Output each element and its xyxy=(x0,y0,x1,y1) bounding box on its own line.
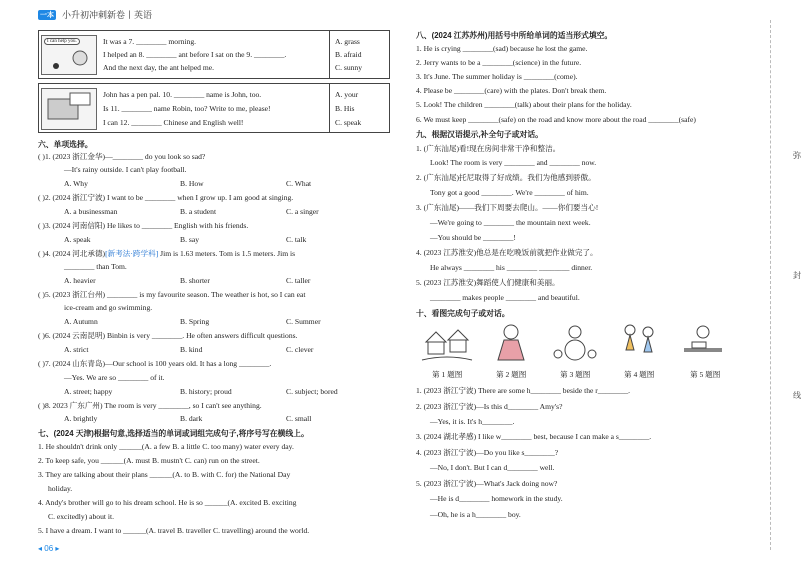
seal-char-1: 弥 xyxy=(793,151,801,160)
mail-picture xyxy=(41,88,97,130)
section-8-title: 八、(2024 江苏苏州)用括号中所给单词的适当形式填空。 xyxy=(416,31,613,40)
s8-item-1: 1. He is crying ________(sad) because he lost the game. xyxy=(416,44,588,53)
section-6-title: 六、单项选择。 xyxy=(38,140,93,149)
s9-q5-answer: ________ makes people ________ and beautiful. xyxy=(430,293,580,302)
header-title: 小升初冲刺新卷丨英语 xyxy=(62,10,153,20)
section-9-title: 九、根据汉语提示,补全句子或对话。 xyxy=(416,130,543,139)
s9-q3: 3. (广东汕尾)——我们下周要去爬山。——你们要当心! xyxy=(416,203,599,212)
s6-q7: ( )7. (2024 山东青岛)—Our school is 100 years old. It has a long ________. xyxy=(38,359,272,368)
box2-option-c: C. speak xyxy=(335,118,362,127)
s6-q5-cont: ice-cream and go swimming. xyxy=(64,303,153,312)
pic-caption-4: 第 4 题图 xyxy=(624,370,655,379)
s6-q8: ( )8. 2023 广东广州) The room is very ________, so I can't see anything. xyxy=(38,401,262,410)
box2-option-a: A. your xyxy=(335,90,359,99)
s6-q6-opt-a: A. strict xyxy=(64,345,89,354)
girl-dress-picture xyxy=(484,320,538,366)
picture-row xyxy=(420,320,730,366)
ant-picture xyxy=(41,35,97,75)
s8-item-4: 4. Please be ________(care) with the plates. Don't break them. xyxy=(416,86,607,95)
s6-q4-text: Jim is 1.63 meters. Tom is 1.5 meters. Jim is xyxy=(158,249,296,258)
section-7-title: 七、(2024 天津)根据句意,选择适当的单词或词组完成句子,将序号写在横线上。 xyxy=(38,429,309,438)
passage-box-2 xyxy=(38,83,390,133)
s7-q3-cont: holiday. xyxy=(48,484,73,493)
box1-option-b: B. afraid xyxy=(335,50,362,59)
s6-q1: ( )1. (2023 浙江金华)—________ do you look so sad? xyxy=(38,152,206,161)
box2-line-1: John has a pen pal. 10. ________ name is John, too. xyxy=(103,90,262,99)
s6-q5: ( )5. (2023 浙江台州) ________ is my favourite season. The weather is hot, so I can eat xyxy=(38,290,306,299)
s7-q2: 2. To keep safe, you ______(A. must B. mustn't C. can) run on the street. xyxy=(38,456,260,465)
dancing-picture xyxy=(612,320,666,366)
box1-line-2: I helped an 8. ________ ant before I sat on the 9. ________. xyxy=(103,50,287,59)
box2-line-2: Is 11. ________ name Robin, too? Write to me, please! xyxy=(103,104,271,113)
s6-q3: ( )3. (2024 河南信阳) He likes to ________ English with his friends. xyxy=(38,221,249,230)
snowman-picture xyxy=(548,320,602,366)
s6-q7-reply: —Yes. We are so ________ of it. xyxy=(64,373,165,382)
new-method-tag: [新考法·跨学科] xyxy=(105,249,159,258)
seal-char-3: 线 xyxy=(793,391,801,400)
s6-q2-opt-c: C. a singer xyxy=(286,207,319,216)
box1-line-3: And the next day, the ant helped me. xyxy=(103,63,215,72)
s6-q4-opt-b: B. shorter xyxy=(180,276,210,285)
s7-q5: 5. I have a dream. I want to ______(A. travel B. traveller C. travelling) around the world. xyxy=(38,526,310,535)
s6-q2: ( )2. (2024 浙江宁波) I want to be ________ when I grow up. I am good at singing. xyxy=(38,193,294,202)
s9-q3-answer-2: —You should be ________! xyxy=(430,233,516,242)
s10-q4-reply: —No, I don't. But I can d________ well. xyxy=(430,463,555,472)
pic-caption-1: 第 1 题图 xyxy=(432,370,463,379)
box1-line-1: It was a 7. ________ morning. xyxy=(103,37,197,46)
page-header xyxy=(38,8,152,21)
s6-q7-opt-b: B. history; proud xyxy=(180,387,232,396)
s6-q1-opt-c: C. What xyxy=(286,179,312,188)
s9-q1-answer: Look! The room is very ________ and ________ now. xyxy=(430,158,597,167)
s9-q5: 5. (2023 江苏淮安)舞蹈使人们健康和美丽。 xyxy=(416,278,560,287)
section-10-title: 十、看图完成句子或对话。 xyxy=(416,309,510,318)
s6-q5-opt-c: C. Summer xyxy=(286,317,321,326)
s6-q5-opt-b: B. Spring xyxy=(180,317,210,326)
s7-q3: 3. They are talking about their plans ______(A. to B. with C. for) the National Day xyxy=(38,470,291,479)
pic-caption-2: 第 2 题图 xyxy=(496,370,527,379)
box2-line-3: I can 12. ________ Chinese and English well! xyxy=(103,118,244,127)
s6-q7-opt-c: C. subject; bored xyxy=(286,387,338,396)
s7-q4-cont: C. excitedly) about it. xyxy=(48,512,115,521)
seal-char-2: 封 xyxy=(793,271,801,280)
s6-q4-opt-a: A. heavier xyxy=(64,276,96,285)
s6-q3-opt-b: B. say xyxy=(180,235,199,244)
s8-item-5: 5. Look! The children ________(talk) about their plans for the holiday. xyxy=(416,100,632,109)
prev-page-icon[interactable]: ◂ xyxy=(38,544,43,553)
s6-q3-opt-c: C. talk xyxy=(286,235,307,244)
s9-q2: 2. (广东汕尾)托尼取得了好成绩。我们为他感到骄傲。 xyxy=(416,173,596,182)
s6-q2-opt-b: B. a student xyxy=(180,207,217,216)
seal-line xyxy=(770,20,771,550)
s10-q5-reply-2: —Oh, he is a h________ boy. xyxy=(430,510,521,519)
s6-q4-cont: ________ than Tom. xyxy=(64,262,127,271)
s6-q6-opt-c: C. clever xyxy=(286,345,314,354)
s6-q8-opt-c: C. small xyxy=(286,414,312,423)
s9-q3-answer-1: —We're going to ________ the mountain next week. xyxy=(430,218,591,227)
mailbox-icon xyxy=(42,89,96,129)
s9-q1: 1. (广东汕尾)看!现在房间非常干净和整洁。 xyxy=(416,144,561,153)
s6-q6: ( )6. (2024 云南昆明) Binbin is very ________. He often answers difficult questions. xyxy=(38,331,298,340)
s6-q4-opt-c: C. taller xyxy=(286,276,311,285)
s8-item-6: 6. We must keep ________(safe) on the road and know more about the road ________(safe) xyxy=(416,115,696,124)
box1-option-c: C. sunny xyxy=(335,63,363,72)
s6-q7-opt-a: A. street; happy xyxy=(64,387,113,396)
houses-river-picture xyxy=(420,320,474,366)
s9-q4-answer: He always ________ his ________ ________ dinner. xyxy=(430,263,593,272)
s9-q4: 4. (2023 江苏淮安)他总是在吃晚饭前就把作业做完了。 xyxy=(416,248,598,257)
s10-q4: 4. (2023 浙江宁波)—Do you like s________? xyxy=(416,448,559,457)
box1-option-a: A. grass xyxy=(335,37,360,46)
s6-q2-opt-a: A. a businessman xyxy=(64,207,118,216)
s10-q2: 2. (2023 浙江宁波)—Is this d________ Amy's? xyxy=(416,402,563,411)
homework-picture xyxy=(676,320,730,366)
s10-q2-reply: —Yes, it is. It's h________. xyxy=(430,417,515,426)
speech-bubble: I can help you. xyxy=(44,38,80,45)
s7-q1: 1. He shouldn't drink only ______(A. a few B. a little C. too many) water every day. xyxy=(38,442,294,451)
pic-caption-3: 第 3 题图 xyxy=(560,370,591,379)
next-page-icon[interactable]: ▸ xyxy=(55,544,60,553)
s6-q8-opt-a: A. brightly xyxy=(64,414,98,423)
s6-q1-opt-b: B. How xyxy=(180,179,204,188)
s10-q5: 5. (2023 浙江宁波)—What's Jack doing now? xyxy=(416,479,558,488)
s10-q5-reply-1: —He is d________ homework in the study. xyxy=(430,494,563,503)
s9-q2-answer: Tony got a good ________. We're ________ of him. xyxy=(430,188,589,197)
page-number: 06 xyxy=(44,544,54,553)
s6-q8-opt-b: B. dark xyxy=(180,414,203,423)
s10-q1: 1. (2023 浙江宁波) There are some h________ beside the r________. xyxy=(416,386,631,395)
s6-q1-reply: —It's rainy outside. I can't play football. xyxy=(64,165,187,174)
pic-caption-5: 第 5 题图 xyxy=(690,370,721,379)
s6-q4 xyxy=(38,249,295,259)
s8-item-2: 2. Jerry wants to be a ________(science) in the future. xyxy=(416,58,582,67)
s8-item-3: 3. It's June. The summer holiday is ________(come). xyxy=(416,72,578,81)
s6-q1-opt-a: A. Why xyxy=(64,179,88,188)
s6-q4-stem: ( )4. (2024 河北承德) xyxy=(38,249,106,258)
s6-q6-opt-b: B. kind xyxy=(180,345,203,354)
box2-option-b: B. His xyxy=(335,104,355,113)
brand-logo: 一本 xyxy=(40,11,54,19)
s6-q3-opt-a: A. speak xyxy=(64,235,91,244)
passage-box-1 xyxy=(38,30,390,79)
page-footer xyxy=(38,544,59,553)
s6-q5-opt-a: A. Autumn xyxy=(64,317,98,326)
s7-q4: 4. Andy's brother will go to his dream school. He is so ______(A. excited B. exciting xyxy=(38,498,297,507)
s10-q3: 3. (2024 湖北孝感) I like w________ best, because I can make a s________. xyxy=(416,432,652,441)
